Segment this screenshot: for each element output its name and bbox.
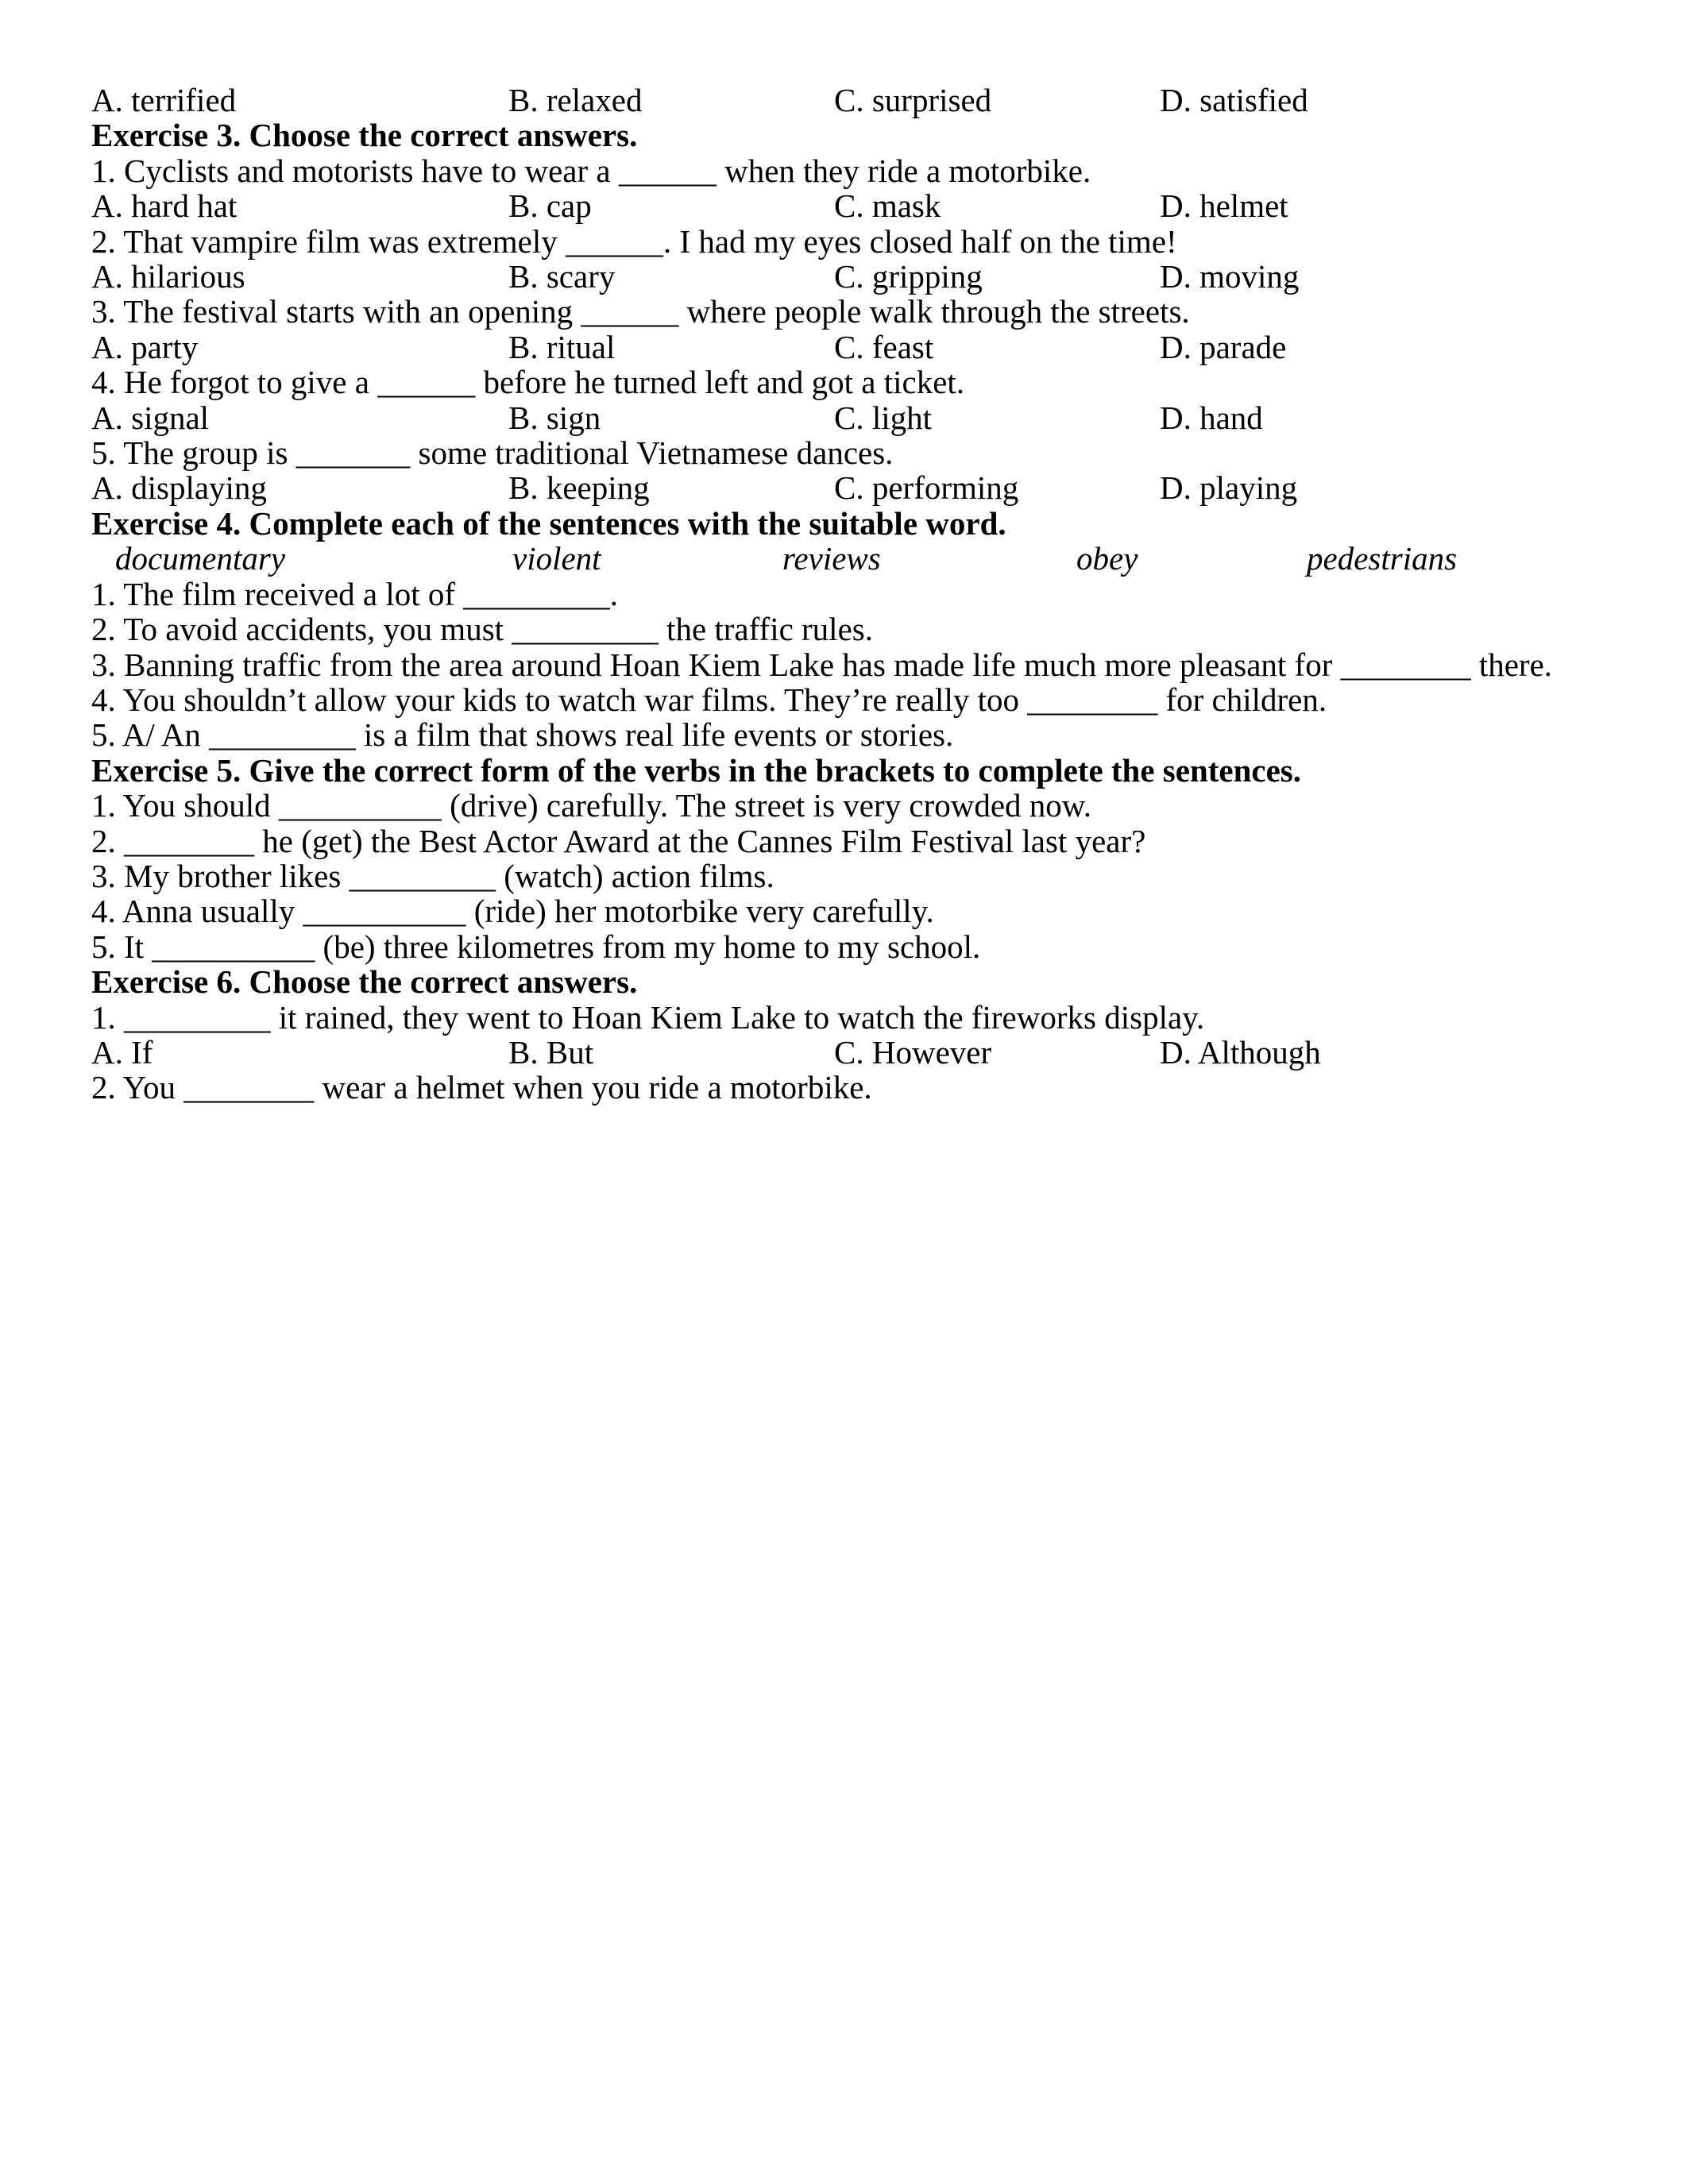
word-bank-item: pedestrians [1307, 540, 1458, 577]
exercise-3-heading: Exercise 3. Choose the correct answers. [91, 117, 638, 154]
option-a: A. terrified [91, 82, 237, 118]
option-c: C. light [834, 399, 933, 436]
ex5-question-4: 4. Anna usually __________ (ride) her motorbike very carefully. [91, 893, 934, 930]
option-a: A. hilarious [91, 258, 245, 295]
ex4-question-4: 4. You shouldn’t allow your kids to watch war films. They’re really too ________ for children. [91, 681, 1327, 718]
option-d: D. parade [1160, 328, 1287, 365]
ex6-question-1: 1. _________ it rained, they went to Hoan Kiem Lake to watch the fireworks display. [91, 998, 1205, 1036]
option-a: A. signal [91, 399, 210, 436]
option-b: B. ritual [508, 328, 616, 365]
ex4-question-5: 5. A/ An _________ is a film that shows real life events or stories. [91, 716, 954, 754]
option-d: D. Although [1160, 1033, 1321, 1071]
answer-options-row [91, 259, 1594, 294]
option-b: B. relaxed [508, 82, 643, 118]
option-c: C. mask [834, 187, 941, 225]
ex3-question-3: 3. The festival starts with an opening ______ where people walk through the streets. [91, 293, 1190, 330]
option-c: C. performing [834, 469, 1019, 507]
option-a: A. hard hat [91, 187, 238, 225]
option-d: D. moving [1160, 258, 1300, 295]
exercise-6-heading: Exercise 6. Choose the correct answers. [91, 963, 638, 1001]
option-c: C. gripping [834, 258, 983, 295]
option-a: A. party [91, 328, 199, 365]
answer-options-row [91, 1035, 1594, 1070]
exercise-4-heading: Exercise 4. Complete each of the sentences with the suitable word. [91, 504, 1006, 542]
option-b: B. scary [508, 258, 616, 295]
answer-options-row [91, 470, 1594, 505]
word-bank-item: reviews [782, 540, 881, 577]
ex3-question-1: 1. Cyclists and motorists have to wear a ______ when they ride a motorbike. [91, 152, 1091, 189]
ex5-question-3: 3. My brother likes _________ (watch) action films. [91, 857, 774, 894]
ex4-question-1: 1. The film received a lot of _________. [91, 575, 619, 612]
ex3-question-5: 5. The group is _______ some traditional Vietnamese dances. [91, 434, 894, 472]
option-a: A. If [91, 1033, 153, 1071]
option-c: C. feast [834, 328, 934, 365]
word-bank [91, 541, 1594, 576]
option-c: C. However [834, 1033, 992, 1071]
answer-options-row [91, 330, 1594, 365]
ex5-question-1: 1. You should __________ (drive) carefully. The street is very crowded now. [91, 787, 1091, 824]
option-a: A. displaying [91, 469, 267, 507]
option-d: D. hand [1160, 399, 1263, 436]
answer-options-row [91, 400, 1594, 435]
ex4-question-3: 3. Banning traffic from the area around Hoan Kiem Lake has made life much more pleasant for ________ there. [91, 646, 1553, 683]
answer-options-row [91, 188, 1594, 223]
ex6-question-2: 2. You ________ wear a helmet when you ride a motorbike. [91, 1069, 872, 1106]
exercise-5-heading: Exercise 5. Give the correct form of the verbs in the brackets to complete the sentences. [91, 751, 1302, 789]
option-b: B. cap [508, 187, 592, 225]
ex3-question-2: 2. That vampire film was extremely ______. I had my eyes closed half on the time! [91, 222, 1177, 260]
option-d: D. playing [1160, 469, 1298, 507]
ex4-question-2: 2. To avoid accidents, you must _________ the traffic rules. [91, 611, 873, 648]
option-b: B. keeping [508, 469, 650, 507]
option-d: D. satisfied [1160, 82, 1308, 118]
word-bank-item: violent [512, 540, 601, 577]
ex5-question-2: 2. ________ he (get) the Best Actor Award at the Cannes Film Festival last year? [91, 822, 1146, 859]
answer-options-row [91, 83, 1594, 118]
word-bank-item: obey [1076, 540, 1138, 577]
word-bank-item: documentary [115, 540, 286, 577]
ex5-question-5: 5. It __________ (be) three kilometres from my home to my school. [91, 928, 981, 965]
option-c: C. surprised [834, 82, 992, 118]
option-b: B. But [508, 1033, 594, 1071]
option-b: B. sign [508, 399, 601, 436]
option-d: D. helmet [1160, 187, 1288, 225]
ex3-question-4: 4. He forgot to give a ______ before he turned left and got a ticket. [91, 364, 965, 401]
